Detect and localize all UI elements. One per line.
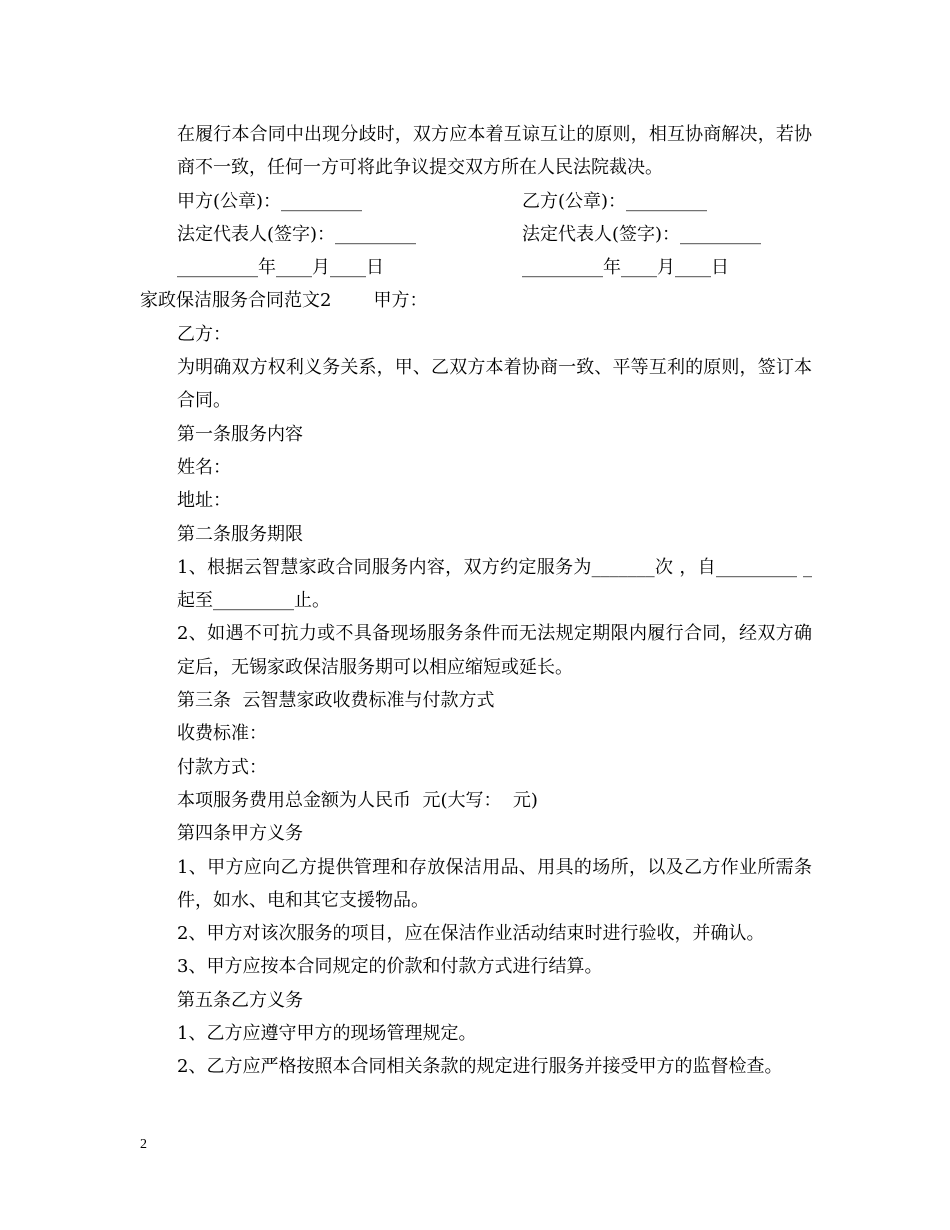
- article-1-title: 第一条服务内容: [177, 423, 303, 445]
- party-a-date: _________年____月____日: [177, 257, 384, 279]
- article-2-item-1: 1、根据云智慧家政合同服务内容，双方约定服务为_______次 ，自_________ _起至_________止。: [177, 556, 812, 612]
- party-b-seal: 乙方(公章)：_________: [522, 190, 708, 212]
- article-4-item-3: 3、甲方应按本合同规定的价款和付款方式进行结算。: [177, 956, 603, 978]
- article-3-fee-standard: 收费标准：: [177, 723, 267, 745]
- contract-2-heading: [140, 284, 812, 317]
- party-b-representative: 法定代表人(签字)：_________: [522, 223, 762, 245]
- party-b-label: 乙方：: [177, 323, 231, 345]
- article-2-item-2: 2、如遇不可抗力或不具备现场服务条件而无法规定期限内履行合同，经双方确定后，无锡家政保洁服务期可以相应缩短或延长。: [177, 623, 812, 678]
- party-b-date: _________年____月____日: [522, 257, 729, 279]
- article-1-address: 地址：: [177, 490, 231, 512]
- preamble: 为明确双方权利义务关系，甲、乙双方本着协商一致、平等互利的原则，签订本合同。: [177, 357, 812, 412]
- page-number: 2: [140, 1137, 147, 1152]
- article-4-item-2: 2、甲方对该次服务的项目，应在保洁作业活动结束时进行验收，并确认。: [177, 923, 765, 945]
- article-4-item-1: 1、甲方应向乙方提供管理和存放保洁用品、用具的场所，以及乙方作业所需条件，如水、电和其它支援物品。: [177, 856, 812, 911]
- article-5-item-1: 1、乙方应遵守甲方的现场管理规定。: [177, 1023, 477, 1045]
- contract-2-title: 家政保洁服务合同范文2: [140, 290, 332, 312]
- document-body: [140, 118, 812, 1084]
- signature-row-date: [140, 251, 812, 284]
- article-3-total: 本项服务费用总金额为人民币 元(大写： 元): [177, 789, 538, 811]
- article-3-title: 第三条 云智慧家政收费标准与付款方式: [177, 690, 495, 712]
- article-4-title: 第四条甲方义务: [177, 823, 303, 845]
- article-3-payment-method: 付款方式：: [177, 756, 267, 778]
- party-a-seal: 甲方(公章)：_________: [177, 190, 363, 212]
- dispute-clause: 在履行本合同中出现分歧时，双方应本着互谅互让的原则，相互协商解决，若协商不一致，任何一方可将此争议提交双方所在人民法院裁决。: [177, 124, 812, 179]
- signature-row-representative: [140, 218, 812, 251]
- article-2-title: 第二条服务期限: [177, 523, 303, 545]
- signature-row-seal: [140, 185, 812, 218]
- article-1-name: 姓名：: [177, 456, 231, 478]
- article-5-title: 第五条乙方义务: [177, 989, 303, 1011]
- contract-2-party-a: 甲方：: [373, 290, 428, 312]
- party-a-representative: 法定代表人(签字)：_________: [177, 223, 417, 245]
- article-5-item-2: 2、乙方应严格按照本合同相关条款的规定进行服务并接受甲方的监督检查。: [177, 1056, 783, 1078]
